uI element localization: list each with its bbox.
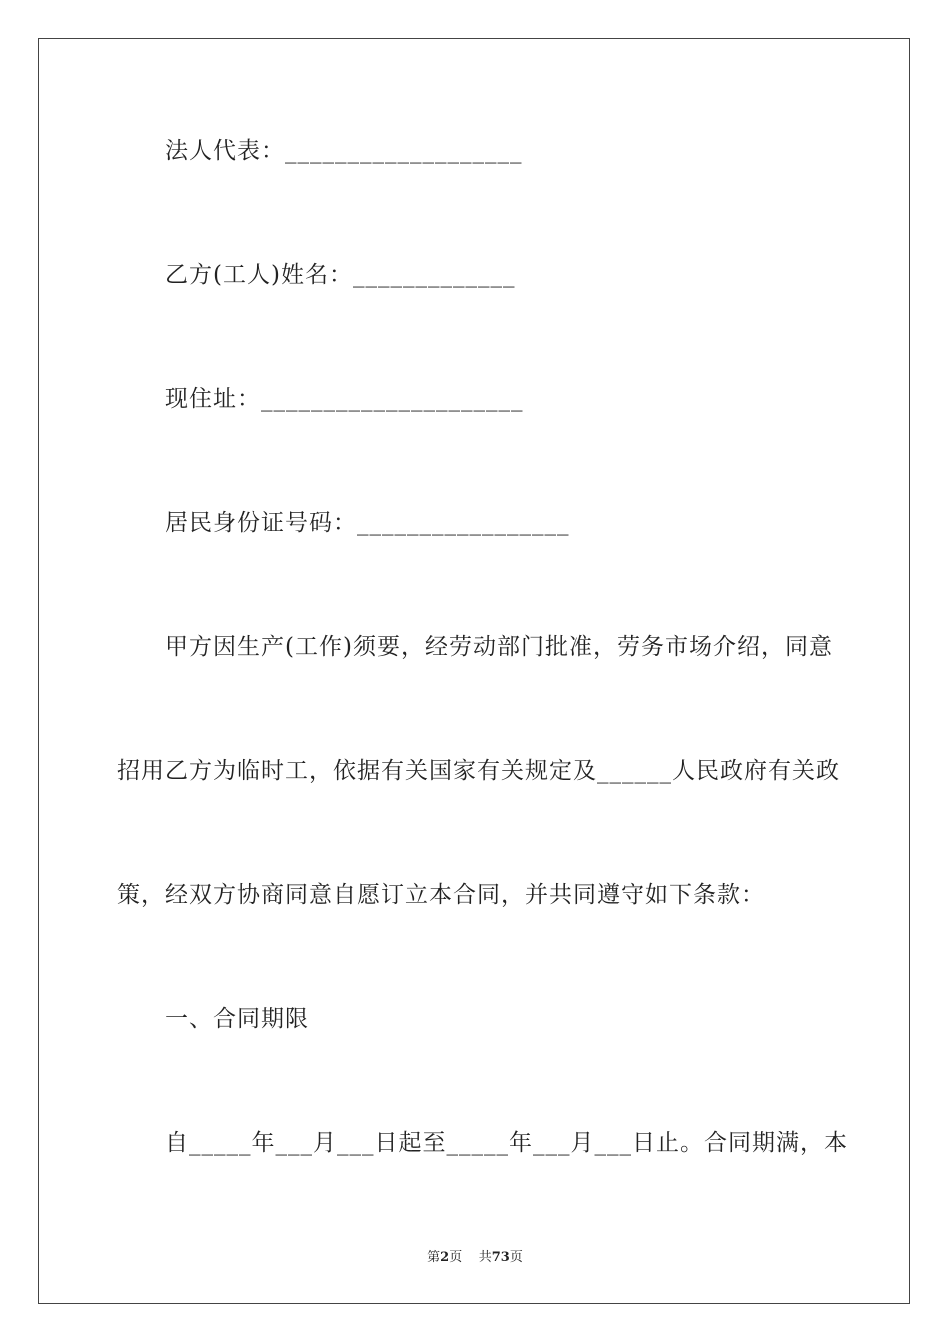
paragraph-line-2: 招用乙方为临时工，依据有关国家有关规定及______人民政府有关政: [117, 758, 840, 784]
id-number-line: 居民身份证号码：_________________: [165, 510, 570, 536]
footer-page-current: 2: [440, 1250, 450, 1265]
paragraph-line-3: 策，经双方协商同意自愿订立本合同，并共同遵守如下条款：: [117, 882, 765, 908]
party-b-name-line: 乙方(工人)姓名：_____________: [165, 262, 516, 288]
footer-total-suffix: 页: [509, 1250, 523, 1265]
footer-page-suffix: 页: [449, 1250, 463, 1265]
section-heading-contract-term: 一、合同期限: [165, 1006, 309, 1032]
contract-term-line: 自_____年___月___日起至_____年___月___日止。合同期满，本: [165, 1130, 848, 1156]
footer-total-prefix: 共: [478, 1250, 492, 1265]
page-border: [38, 38, 910, 1304]
footer-page-total: 73: [491, 1250, 510, 1265]
paragraph-line-1: 甲方因生产(工作)须要，经劳动部门批准，劳务市场介绍，同意: [165, 634, 833, 660]
current-address-line: 现住址：_____________________: [165, 386, 524, 412]
footer-page-prefix: 第: [427, 1250, 441, 1265]
legal-representative-line: 法人代表：___________________: [165, 138, 523, 164]
page-footer: [0, 1246, 950, 1265]
